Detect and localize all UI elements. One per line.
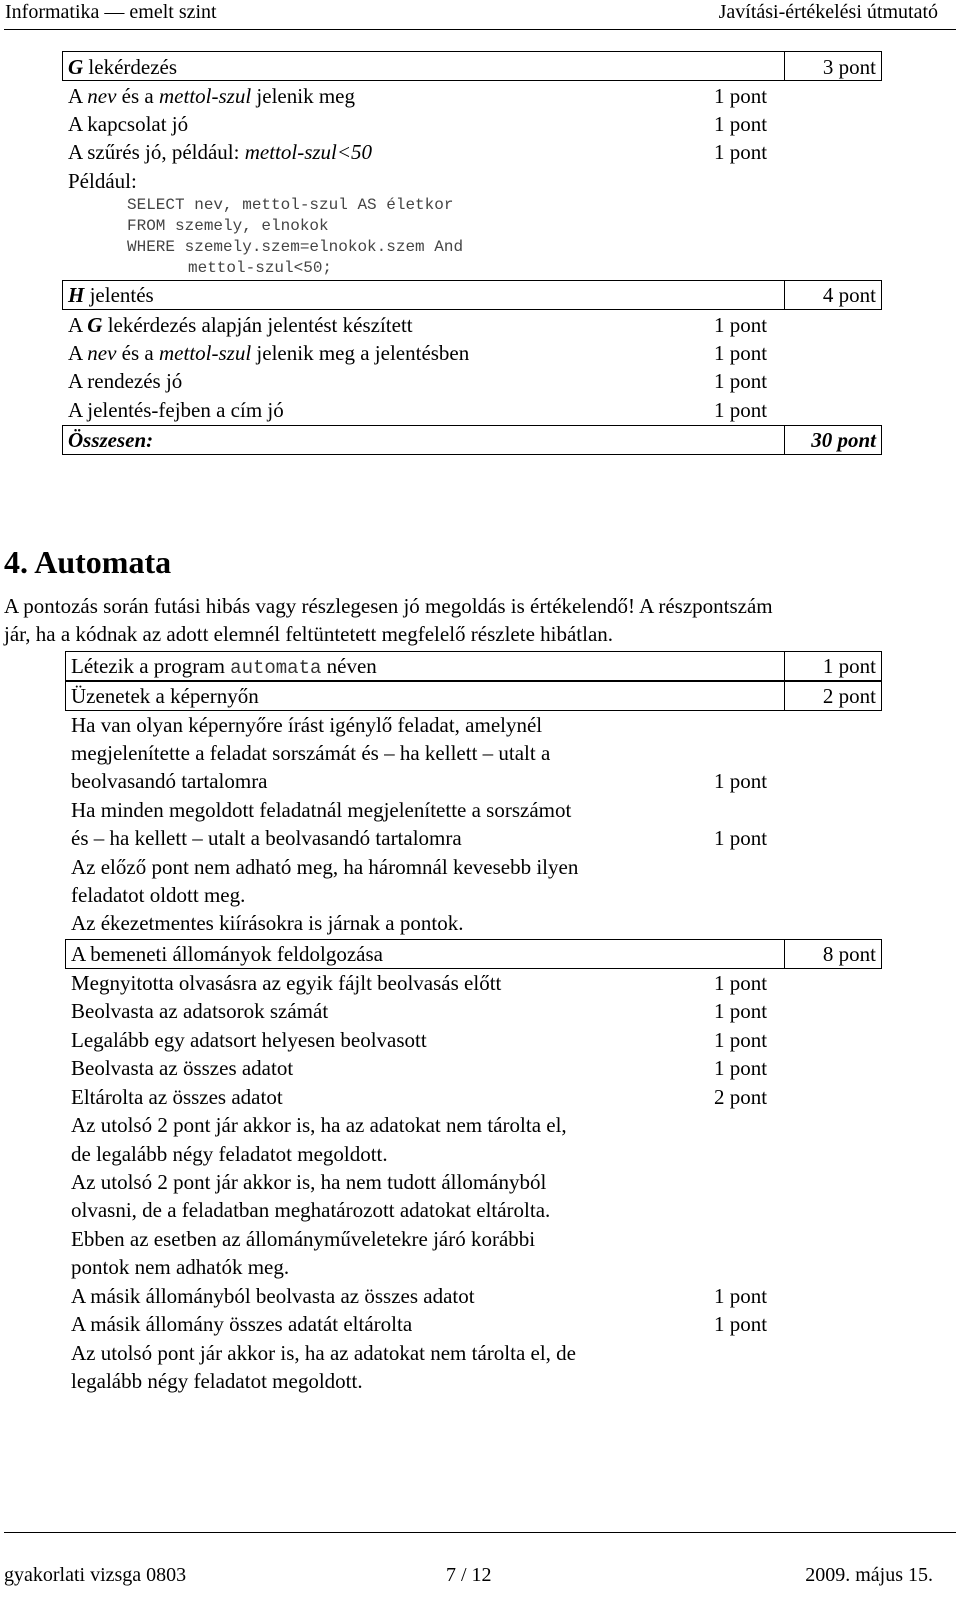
input-divider (784, 939, 785, 969)
final-note-1: Az utolsó pont jár akkor is, ha az adatokat nem tárolta el, de (71, 1341, 576, 1365)
msg-points-1: 1 pont (714, 769, 768, 793)
g-query-title-box (62, 51, 882, 81)
g-row-filter-points: 1 pont (714, 140, 768, 164)
h-report-title: H jelentés (68, 283, 154, 307)
messages-title: Üzenetek a képernyőn (71, 684, 259, 708)
footer-date: 2009. május 15. (805, 1564, 933, 1586)
other-row-read: A másik állományból beolvasta az összes adatot (71, 1284, 475, 1308)
msg-line-5: és – ha kellett – utalt a beolvasandó tartalomra (71, 826, 462, 850)
sql-line-3: WHERE szemely.szem=elnokok.szem And (127, 238, 464, 256)
input-row-open-points: 1 pont (714, 971, 768, 995)
input-row-stored-points: 2 pont (714, 1085, 768, 1109)
input-row-count-points: 1 pont (714, 999, 768, 1023)
note-line-2: de legalább négy feladatot megoldott. (71, 1142, 388, 1166)
g-row-fields: A nev és a mettol-szul jelenik meg (68, 84, 355, 108)
note-line-4: olvasni, de a feladatban meghatározott adatokat eltárolta. (71, 1198, 551, 1222)
msg-line-4: Ha minden megoldott feladatnál megjelenítette a sorszámot (71, 798, 572, 822)
exists-row: Létezik a program automata néven (71, 654, 377, 679)
other-row-read-points: 1 pont (714, 1284, 768, 1308)
msg-line-2: megjelenítette a feladat sorszámát és – ha kellett – utalt a (71, 741, 551, 765)
g-row-filter: A szűrés jó, például: mettol-szul<50 (68, 140, 373, 164)
summary-divider (784, 425, 785, 455)
header-guide-title: Javítási-értékelési útmutató (718, 1, 938, 23)
msg-line-8: Az ékezetmentes kiírásokra is járnak a pontok. (71, 911, 464, 935)
section-heading: 4. Automata (4, 544, 172, 580)
note-line-3: Az utolsó 2 pont jár akkor is, ha nem tudott állományból (71, 1170, 547, 1194)
h-report-title-box (62, 280, 882, 310)
g-row-join: A kapcsolat jó (68, 112, 189, 136)
h-report-divider (784, 280, 785, 310)
note-line-6: pontok nem adhatók meg. (71, 1255, 290, 1279)
summary-box (62, 425, 882, 455)
other-row-store: A másik állomány összes adatát eltárolta (71, 1312, 413, 1336)
summary-label: Összesen: (68, 428, 154, 452)
note-line-5: Ebben az esetben az állományműveletekre járó korábbi (71, 1227, 536, 1251)
h-row-based-on-points: 1 pont (714, 313, 768, 337)
input-row-all-read: Beolvasta az összes adatot (71, 1056, 294, 1080)
h-row-sort: A rendezés jó (68, 369, 183, 393)
h-report-total: 4 pont (822, 283, 876, 307)
msg-line-7: feladatot oldott meg. (71, 883, 246, 907)
input-row-count: Beolvasta az adatsorok számát (71, 999, 329, 1023)
h-row-fields: A nev és a mettol-szul jelenik meg a jelentésben (68, 341, 470, 365)
h-row-sort-points: 1 pont (714, 369, 768, 393)
footer-rule (4, 1532, 956, 1533)
final-note-2: legalább négy feladatot megoldott. (71, 1369, 363, 1393)
msg-line-1: Ha van olyan képernyőre írást igénylő feladat, amelynél (71, 713, 543, 737)
g-query-title: G lekérdezés (68, 55, 178, 79)
msg-points-2: 1 pont (714, 826, 768, 850)
sql-line-1: SELECT nev, mettol-szul AS életkor (127, 196, 454, 214)
g-row-fields-points: 1 pont (714, 84, 768, 108)
intro-line-1: A pontozás során futási hibás vagy részlegesen jó megoldás is értékelendő! A részpontszám (4, 594, 773, 618)
other-row-store-points: 1 pont (714, 1312, 768, 1336)
summary-total: 30 pont (811, 428, 876, 452)
messages-total: 2 pont (822, 684, 876, 708)
intro-line-2: jár, ha a kódnak az adott elemnél feltüntetett megfelelő részlete hibátlan. (4, 622, 614, 646)
h-row-header-title: A jelentés-fejben a cím jó (68, 398, 284, 422)
sql-line-4: mettol-szul<50; (188, 259, 333, 277)
note-line-1: Az utolsó 2 pont jár akkor is, ha az adatokat nem tárolta el, (71, 1113, 567, 1137)
input-row-one-record: Legalább egy adatsort helyesen beolvasott (71, 1028, 427, 1052)
footer-exam-code: gyakorlati vizsga 0803 (4, 1564, 187, 1586)
msg-line-3: beolvasandó tartalomra (71, 769, 268, 793)
g-row-join-points: 1 pont (714, 112, 768, 136)
input-row-one-record-points: 1 pont (714, 1028, 768, 1052)
exists-divider (784, 651, 785, 681)
input-row-stored: Eltárolta az összes adatot (71, 1085, 283, 1109)
h-row-header-title-points: 1 pont (714, 398, 768, 422)
g-example-label: Például: (68, 169, 137, 193)
footer-page-number: 7 / 12 (446, 1564, 492, 1586)
g-query-total: 3 pont (822, 55, 876, 79)
exists-points: 1 pont (822, 654, 876, 678)
h-row-fields-points: 1 pont (714, 341, 768, 365)
input-row-open: Megnyitotta olvasásra az egyik fájlt beolvasás előtt (71, 971, 502, 995)
input-row-all-read-points: 1 pont (714, 1056, 768, 1080)
g-query-divider (784, 51, 785, 81)
header-rule (4, 29, 956, 30)
h-row-based-on: A G lekérdezés alapján jelentést készített (68, 313, 413, 337)
sql-line-2: FROM szemely, elnokok (127, 217, 329, 235)
msg-line-6: Az előző pont nem adható meg, ha háromnál kevesebb ilyen (71, 855, 579, 879)
input-total: 8 pont (822, 942, 876, 966)
messages-divider (784, 681, 785, 711)
input-title: A bemeneti állományok feldolgozása (71, 942, 383, 966)
header-subject: Informatika — emelt szint (5, 1, 217, 23)
